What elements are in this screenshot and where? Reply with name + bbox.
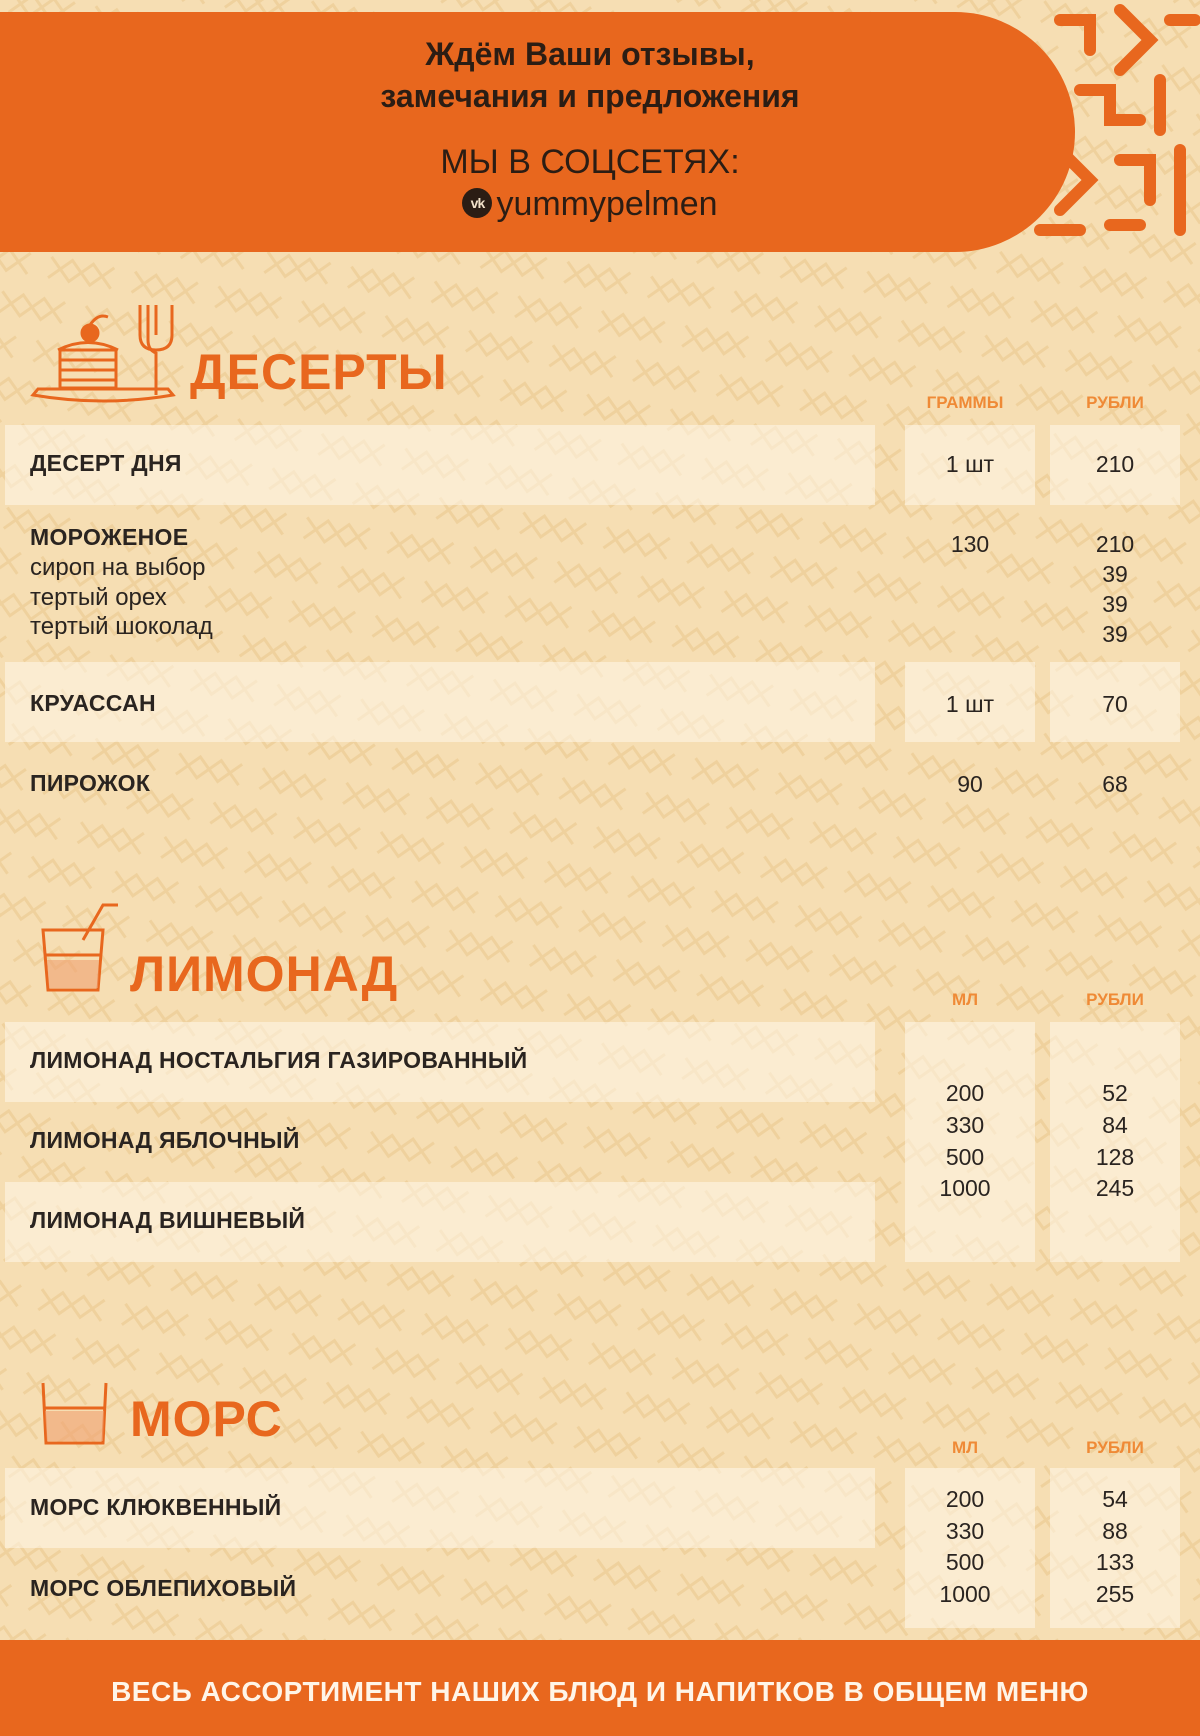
menu-item-amount: 90 bbox=[957, 771, 983, 797]
section-title-lemonade: ЛИМОНАД bbox=[130, 946, 399, 1002]
menu-item-name: ПИРОЖОК bbox=[30, 770, 151, 796]
menu-subitem-price: 39 bbox=[1102, 591, 1128, 617]
menu-subitem-name: тертый шоколад bbox=[30, 613, 213, 640]
menu-item-name: МОРС ОБЛЕПИХОВЫЙ bbox=[30, 1575, 297, 1601]
price-value: 255 bbox=[1095, 1581, 1135, 1607]
menu-item-amount: 1 шт bbox=[945, 691, 995, 717]
column-header-ml: МЛ bbox=[951, 990, 979, 1009]
volume-value: 500 bbox=[945, 1549, 985, 1575]
mors-glass-icon bbox=[38, 1378, 113, 1448]
menu-item-price: 210 bbox=[1095, 531, 1135, 557]
social-handle-text: yummypelmen bbox=[496, 185, 718, 223]
menu-item-amount: 1 шт bbox=[945, 451, 995, 477]
menu-item-price: 70 bbox=[1102, 691, 1128, 717]
menu-item-name: ЛИМОНАД НОСТАЛЬГИЯ ГАЗИРОВАННЫЙ bbox=[30, 1047, 528, 1073]
column-header-rubles: РУБЛИ bbox=[1086, 1438, 1144, 1457]
social-handle[interactable] bbox=[0, 185, 1180, 224]
column-header-ml: МЛ bbox=[951, 1438, 979, 1457]
column-header-rubles: РУБЛИ bbox=[1086, 393, 1144, 412]
section-title-desserts: ДЕСЕРТЫ bbox=[190, 344, 448, 400]
menu-item-name: МОРОЖЕНОЕ bbox=[30, 524, 189, 550]
menu-item-amount: 130 bbox=[950, 531, 990, 557]
menu-subitem-name: сироп на выбор bbox=[30, 554, 206, 581]
menu-item-price: 68 bbox=[1102, 771, 1128, 797]
row-band bbox=[905, 1022, 1035, 1262]
social-label: МЫ В СОЦСЕТЯХ: bbox=[440, 143, 740, 181]
price-value: 128 bbox=[1095, 1144, 1135, 1170]
header-line2: замечания и предложения bbox=[380, 78, 800, 114]
volume-value: 500 bbox=[945, 1144, 985, 1170]
menu-subitem-name: тертый орех bbox=[30, 584, 167, 611]
column-header-grams: ГРАММЫ bbox=[926, 393, 1004, 412]
price-value: 88 bbox=[1102, 1518, 1128, 1544]
menu-item-name: МОРС КЛЮКВЕННЫЙ bbox=[30, 1494, 282, 1520]
row-band bbox=[1050, 1022, 1180, 1262]
price-value: 54 bbox=[1102, 1486, 1128, 1512]
lemonade-glass-icon bbox=[38, 900, 128, 995]
vk-icon: vk bbox=[462, 188, 492, 218]
price-value: 133 bbox=[1095, 1549, 1135, 1575]
menu-item-name: ДЕСЕРТ ДНЯ bbox=[30, 450, 182, 476]
volume-value: 330 bbox=[945, 1518, 985, 1544]
menu-subitem-price: 39 bbox=[1102, 621, 1128, 647]
volume-value: 200 bbox=[945, 1080, 985, 1106]
price-value: 84 bbox=[1102, 1112, 1128, 1138]
price-value: 245 bbox=[1095, 1175, 1135, 1201]
volume-value: 1000 bbox=[939, 1175, 991, 1201]
volume-value: 200 bbox=[945, 1486, 985, 1512]
column-header-rubles: РУБЛИ bbox=[1086, 990, 1144, 1009]
menu-item-price: 210 bbox=[1095, 451, 1135, 477]
volume-value: 330 bbox=[945, 1112, 985, 1138]
price-value: 52 bbox=[1102, 1080, 1128, 1106]
menu-item-name: КРУАССАН bbox=[30, 690, 156, 716]
menu-subitem-price: 39 bbox=[1102, 561, 1128, 587]
header-line1: Ждём Ваши отзывы, bbox=[425, 36, 755, 72]
footer-text: ВЕСЬ АССОРТИМЕНТ НАШИХ БЛЮД И НАПИТКОВ В ОБЩЕМ МЕНЮ bbox=[111, 1676, 1089, 1707]
menu-item-name: ЛИМОНАД ВИШНЕВЫЙ bbox=[30, 1207, 306, 1233]
cake-icon bbox=[28, 295, 178, 405]
menu-item-name: ЛИМОНАД ЯБЛОЧНЫЙ bbox=[30, 1127, 300, 1153]
volume-value: 1000 bbox=[939, 1581, 991, 1607]
section-title-mors: МОРС bbox=[130, 1391, 283, 1447]
